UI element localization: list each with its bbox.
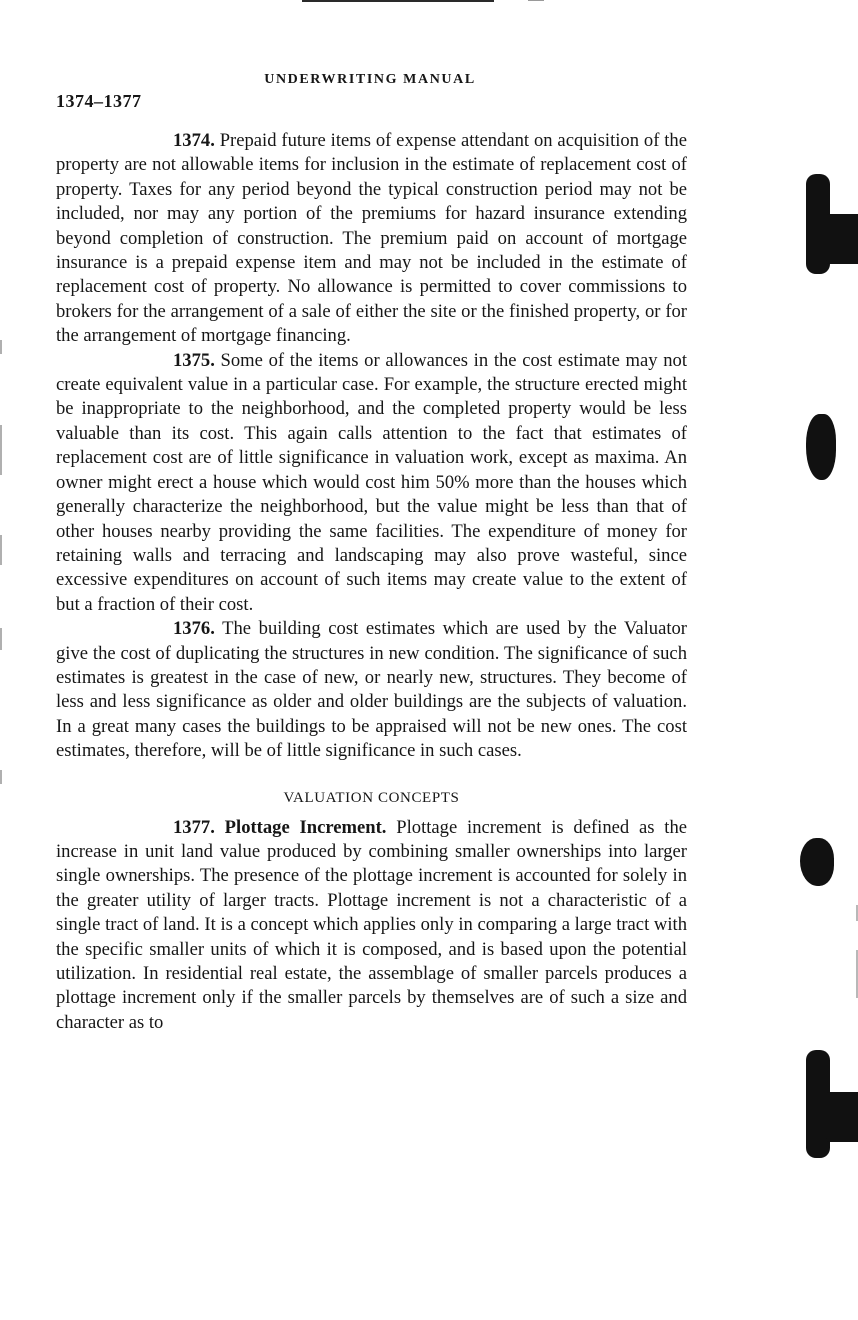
top-rule xyxy=(302,0,494,2)
paragraph-text: The building cost estimates which are used by the Valuator give the cost of duplicating the structures in new condition. The significance of such estimates is greatest in the case of new, or nearly new, structures. They become of less and less significance as older and older buildings are the subjects of valuation. In a great many cases the buildings to be appraised will not be new ones. The cost estimates, therefore, will be of little significance in such cases. xyxy=(56,618,687,762)
scan-edge-mark xyxy=(0,628,2,650)
paragraph-1376 xyxy=(56,617,687,763)
binder-hole-mark xyxy=(800,838,834,886)
binder-tab-mark xyxy=(826,214,858,264)
binder-hole-mark xyxy=(806,414,836,480)
paragraph-text: Some of the items or allowances in the cost estimate may not create equivalent value in a particular case. For example, the structure erected might be inappropriate to the neighborhood, and the completed property would be less valuable than its cost. This again calls attention to the fact that estimates of replacement cost are of little significance in valuation work, except as maxima. An owner might erect a house which would cost him 50% more than the houses which generally characterize the neighborhood, but the value might be less than that of other houses nearby providing the same facilities. The expenditure of money for retaining walls and terracing and landscaping may also prove wasteful, since excessive expenditures on account of such items may create value to the extent of but a fraction of their cost. xyxy=(56,349,687,615)
paragraph-number: 1377. xyxy=(173,816,215,838)
paragraph-number: 1376. xyxy=(173,618,215,640)
binder-tab-mark xyxy=(826,1092,858,1142)
running-title: UNDERWRITING MANUAL xyxy=(264,72,476,87)
scan-edge-mark xyxy=(0,340,2,354)
paragraph-1374 xyxy=(56,129,687,349)
top-rule-fragment xyxy=(528,0,544,1)
paragraph-number: 1375. xyxy=(173,349,215,371)
body-text xyxy=(56,129,687,1035)
paragraph-number: 1374. xyxy=(173,130,215,151)
paragraph-title: Plottage Increment. xyxy=(224,816,387,838)
scan-edge-mark xyxy=(0,425,2,475)
scan-edge-mark xyxy=(0,535,2,565)
paragraph-text: Plottage increment is defined as the increase in unit land value produced by combining smaller ownerships into larger single ownerships. The presence of the plottage increment is accounted for solely in the greater utility of larger tracts. Plottage increment is not a characteristic of a single tract of land. It is a concept which applies only in comparing a large tract with the specific smaller units of which it is composed, and is based upon the potential utilization. In residential real estate, the assemblage of smaller parcels produces a plottage increment only if the smaller parcels by themselves are of such a size and character as to xyxy=(56,816,688,1033)
paragraph-text: Prepaid future items of expense attendant on acquisition of the property are not allowable items for inclusion in the estimate of replacement cost of property. Taxes for any period beyond the typical construction period may not be included, nor may any portion of the premiums for hazard insurance extending beyond completion of construction. The premium paid on account of mortgage insurance is a prepaid expense item and may not be included in the estimate of replacement cost of property. No allowance is permitted to cover commissions to brokers for the arrangement of a sale of either the site or the finished property, or for the arrangement of mortgage financing. xyxy=(56,130,687,347)
paragraph-1377 xyxy=(56,816,687,1036)
section-heading: VALUATION CONCEPTS xyxy=(283,789,460,806)
paragraph-1375 xyxy=(56,349,687,617)
scan-edge-mark xyxy=(0,770,2,784)
section-range: 1374–1377 xyxy=(56,91,142,111)
